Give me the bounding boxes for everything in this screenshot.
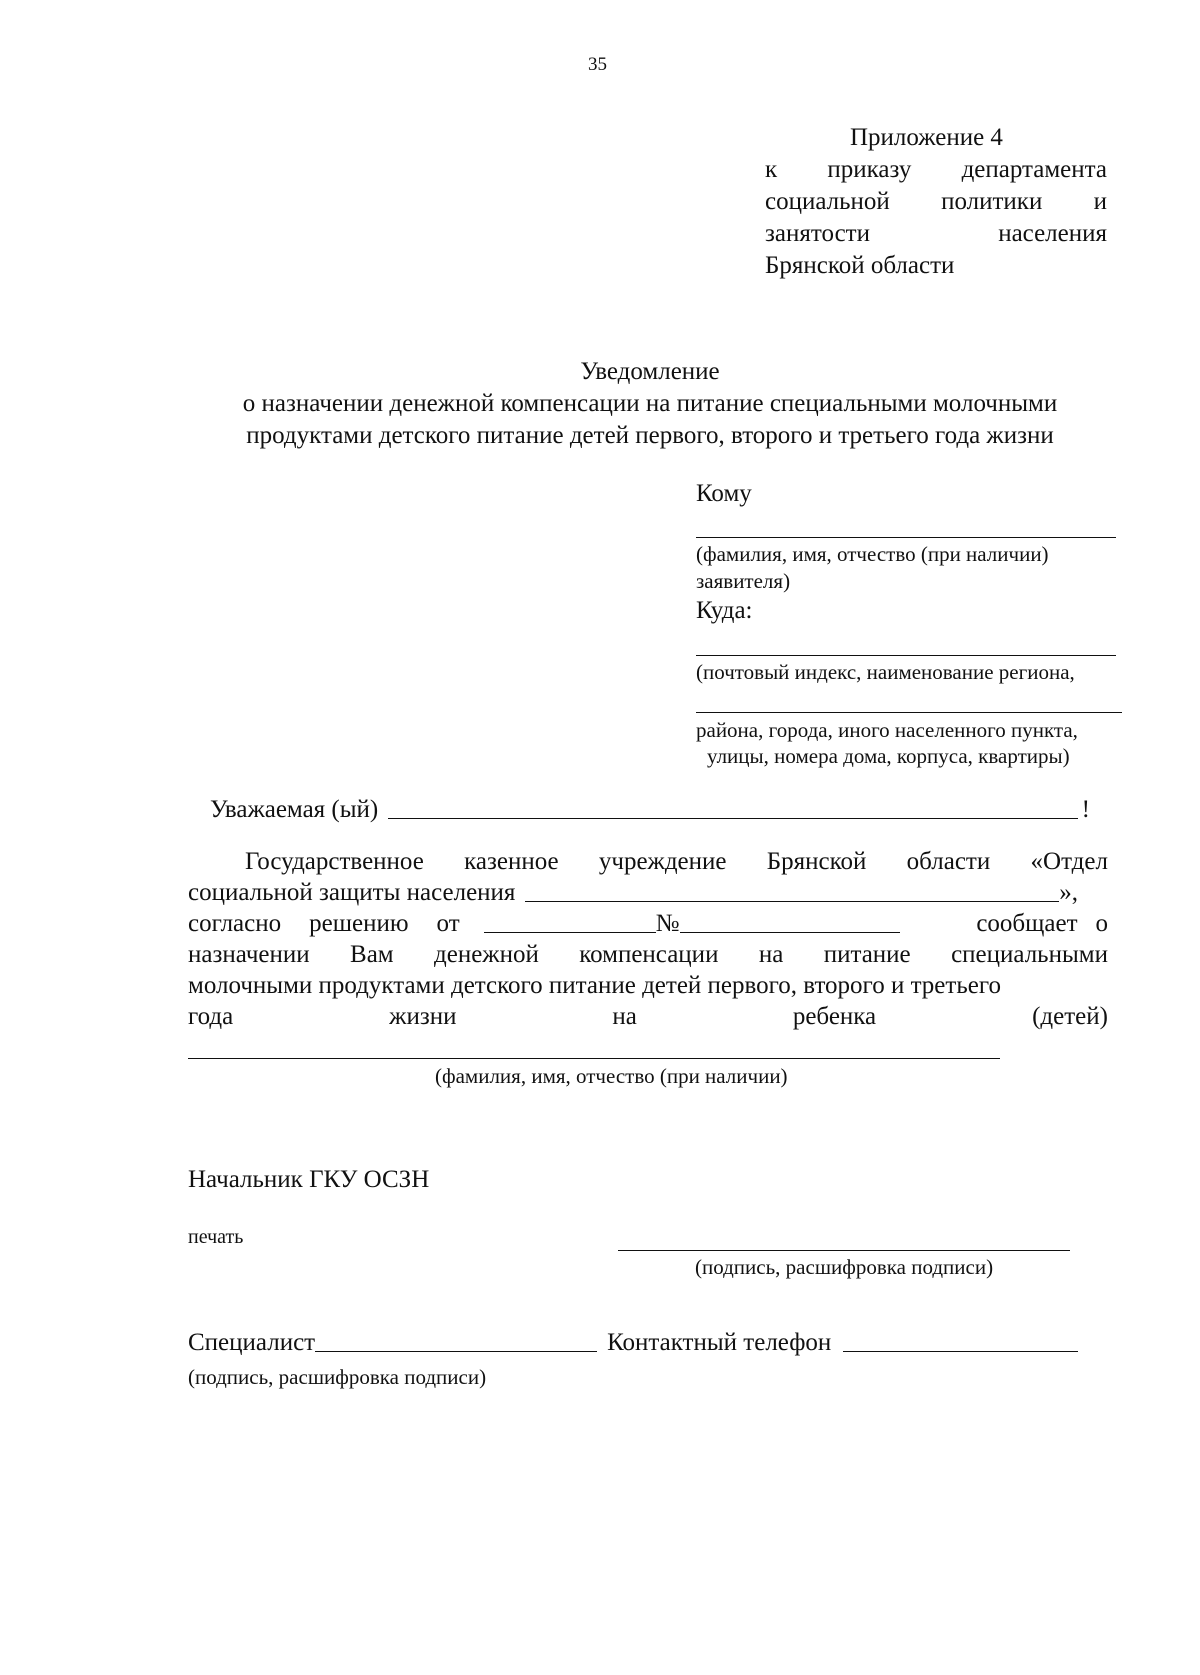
appendix-line-4: Брянской области xyxy=(765,252,955,279)
specialist-row: Специалист Контактный телефон xyxy=(188,1328,1078,1358)
child-name-line[interactable] xyxy=(188,1058,1000,1059)
body-line-4: назначении Вам денежной компенсации на питание специальными xyxy=(188,941,1108,968)
to-label: Кому xyxy=(696,480,752,507)
notice-subtitle-2: продуктами детского питание детей первого, второго и третьего года жизни xyxy=(246,422,1054,449)
phone-line[interactable] xyxy=(843,1351,1078,1352)
page-number: 35 xyxy=(588,54,607,75)
head-signature-hint: (подпись, расшифровка подписи) xyxy=(695,1255,994,1279)
appendix-line-3: занятости населения xyxy=(765,220,1107,247)
body-line-3: согласно решению от № сообщает о xyxy=(188,910,1108,937)
appendix-title: Приложение 4 xyxy=(850,124,1003,151)
to-name-line[interactable] xyxy=(696,537,1116,538)
address-hint-3: улицы, номера дома, корпуса, квартиры) xyxy=(707,744,1070,768)
notice-title: Уведомление xyxy=(580,358,720,385)
decision-number-line[interactable] xyxy=(680,932,900,933)
addressee-line[interactable] xyxy=(388,818,1077,819)
decision-date-line[interactable] xyxy=(484,932,656,933)
address-hint-1: (почтовый индекс, наименование региона, xyxy=(696,660,1075,684)
address-line-1[interactable] xyxy=(696,655,1116,656)
body-line-1: Государственное казенное учреждение Брянской области «Отдел xyxy=(245,848,1108,875)
address-hint-2: района, города, иного населенного пункта, xyxy=(696,718,1078,742)
address-line-2[interactable] xyxy=(696,712,1122,713)
body-line-6: года жизни на ребенка (детей) xyxy=(188,1003,1108,1030)
department-name-line[interactable] xyxy=(525,901,1059,902)
salutation: Уважаемая (ый) ! xyxy=(210,796,1090,823)
head-title: Начальник ГКУ ОСЗН xyxy=(188,1166,430,1193)
appendix-line-2: социальной политики и xyxy=(765,188,1107,215)
child-name-hint: (фамилия, имя, отчество (при наличии) xyxy=(435,1064,788,1088)
body-line-5: молочными продуктами детского питание детей первого, второго и третьего xyxy=(188,972,1001,999)
to-hint-2: заявителя) xyxy=(696,569,791,593)
stamp-label: печать xyxy=(188,1226,244,1248)
specialist-signature-hint: (подпись, расшифровка подписи) xyxy=(188,1365,487,1389)
notice-subtitle-1: о назначении денежной компенсации на питание специальными молочными xyxy=(242,390,1058,417)
to-hint-1: (фамилия, имя, отчество (при наличии) xyxy=(696,542,1049,566)
where-label: Куда: xyxy=(696,597,753,624)
specialist-signature-line[interactable] xyxy=(315,1351,597,1352)
head-signature-line[interactable] xyxy=(618,1250,1070,1251)
body-line-2: социальной защиты населения », xyxy=(188,879,1078,906)
appendix-line-1: к приказу департамента xyxy=(765,156,1107,183)
